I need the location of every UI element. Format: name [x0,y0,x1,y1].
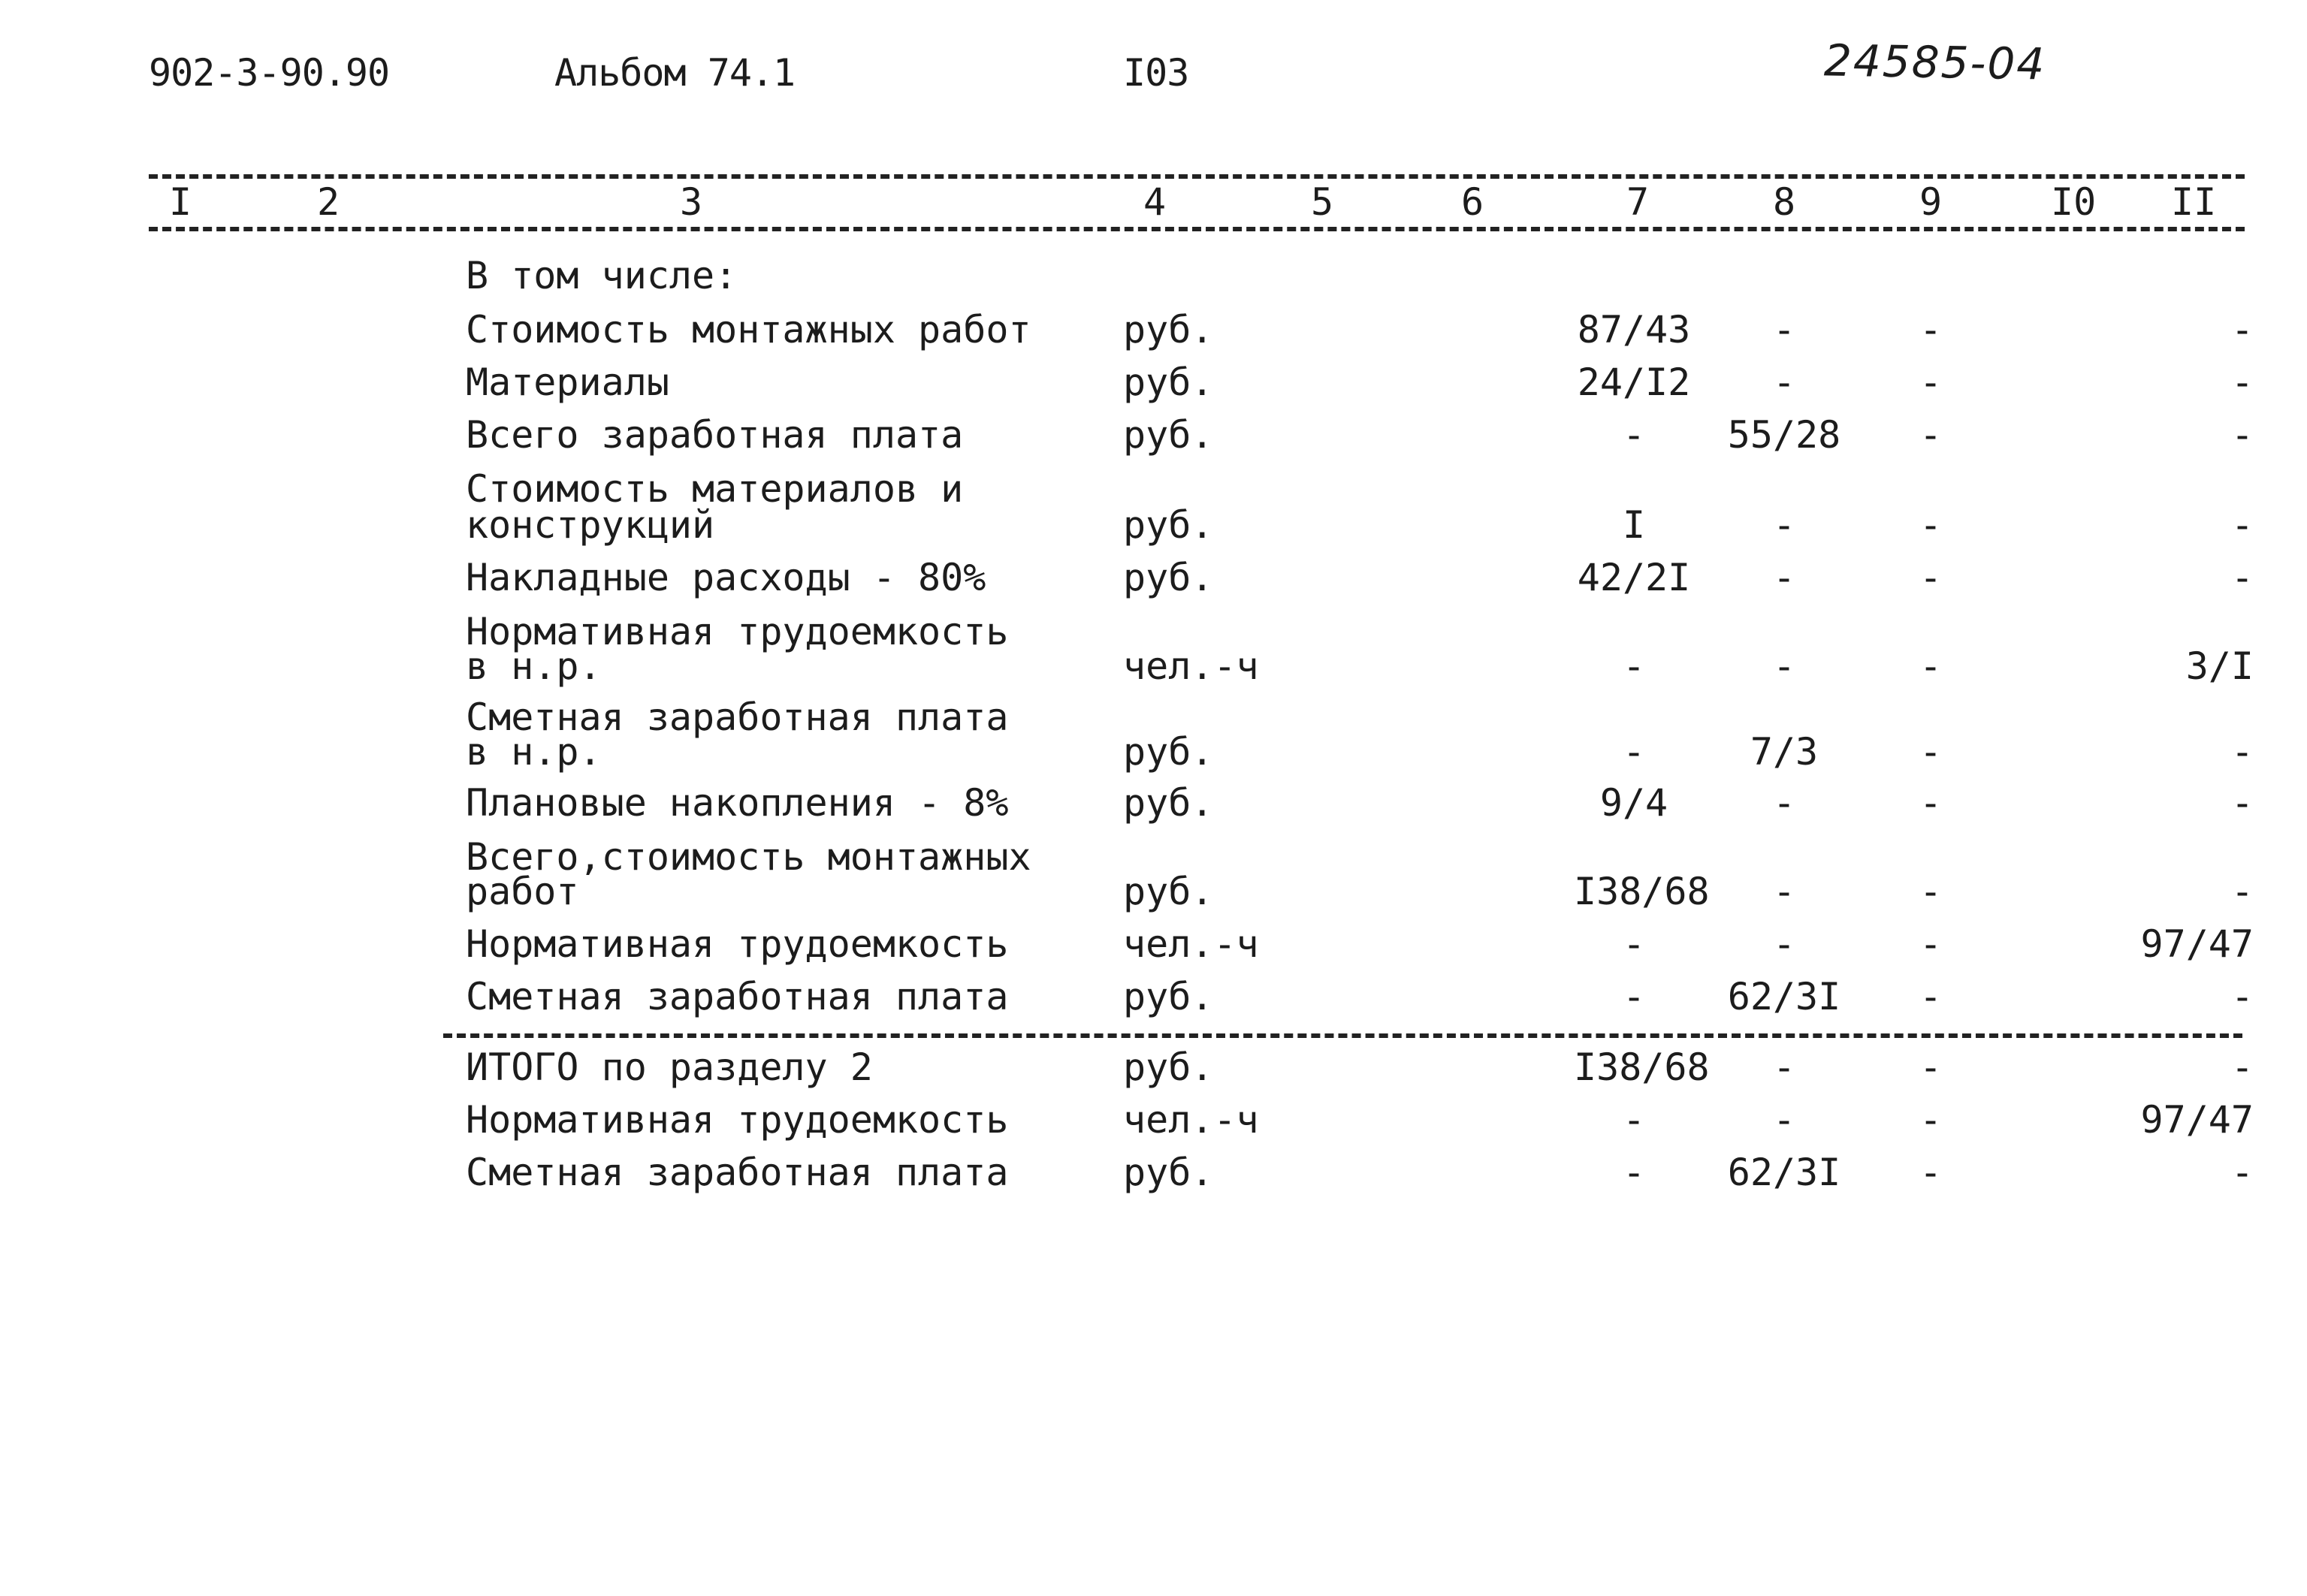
cell-col-11: 97/47 [2140,922,2254,966]
cell-col-11: - [2230,308,2254,351]
cell-col-11: - [2230,503,2254,547]
total-cell-col-9: - [1919,1151,1943,1194]
cell-col-8: - [1772,503,1796,547]
document-code: 902-3-90.90 [149,51,390,95]
row-unit: руб. [1123,503,1214,547]
cell-col-11: - [2230,730,2254,774]
total-row-name: Нормативная трудоемкость [466,1098,1009,1142]
cell-col-7: I38/68 [1574,870,1710,913]
header-bottom-border [149,227,2245,231]
handwritten-inventory-number: 24585-04 [1823,35,2046,90]
row-name-continuation: конструкций [466,503,715,547]
cell-col-8: - [1772,781,1796,825]
totals-separator [443,1033,2242,1038]
row-unit: руб. [1123,413,1214,457]
column-number-11: II [2171,180,2217,224]
cell-col-11: - [2230,975,2254,1018]
column-number-1: I [169,180,192,224]
column-number-3: 3 [680,180,703,224]
cell-col-8: - [1772,644,1796,688]
row-unit: руб. [1123,730,1214,774]
row-name-continuation: работ [466,870,579,913]
cell-col-11: - [2230,361,2254,404]
total-row-unit: руб. [1123,1151,1214,1194]
row-name: Нормативная трудоемкость [466,922,1009,966]
cell-col-8: 7/3 [1750,730,1819,774]
cell-col-8: 55/28 [1727,413,1841,457]
column-number-9: 9 [1919,180,1943,224]
column-number-8: 8 [1773,180,1796,224]
cell-col-8: - [1772,308,1796,351]
column-number-7: 7 [1626,180,1650,224]
cell-col-7: - [1622,730,1646,774]
cell-col-7: - [1622,922,1646,966]
row-unit: руб. [1123,556,1214,599]
total-row-name: Сметная заработная плата [466,1151,1009,1194]
cell-col-7: 9/4 [1599,781,1668,825]
row-unit: руб. [1123,361,1214,404]
row-name: Стоимость материалов и [466,467,964,511]
cell-col-9: - [1919,730,1943,774]
cell-col-11: - [2230,413,2254,457]
row-name: Материалы [466,361,669,404]
total-row-unit: чел.-ч [1123,1098,1259,1142]
row-name: Стоимость монтажных работ [466,308,1031,351]
row-unit: руб. [1123,781,1214,825]
total-row-name: ИТОГО по разделу 2 [466,1045,873,1089]
total-cell-col-9: - [1919,1045,1943,1089]
cell-col-9: - [1919,781,1943,825]
row-name: В том числе: [466,254,738,297]
cell-col-8: 62/3I [1727,975,1841,1018]
cell-col-9: - [1919,308,1943,351]
total-cell-col-8: - [1772,1045,1796,1089]
cell-col-8: - [1772,556,1796,599]
total-cell-col-8: - [1772,1098,1796,1142]
cell-col-8: - [1772,361,1796,404]
table-top-border [149,174,2245,179]
total-cell-col-7: I38/68 [1574,1045,1710,1089]
row-unit: руб. [1123,870,1214,913]
total-cell-col-9: - [1919,1098,1943,1142]
row-unit: руб. [1123,308,1214,351]
cell-col-11: - [2230,781,2254,825]
cell-col-8: - [1772,922,1796,966]
total-cell-col-11: - [2230,1045,2254,1089]
cell-col-9: - [1919,361,1943,404]
row-name: Накладные расходы - 80% [466,556,986,599]
cell-col-7: 87/43 [1577,308,1691,351]
album-label: Альбом 74.1 [554,51,796,95]
row-unit: чел.-ч [1123,922,1259,966]
total-cell-col-11: 97/47 [2140,1098,2254,1142]
row-name: Всего заработная плата [466,413,964,457]
row-unit: руб. [1123,975,1214,1018]
cell-col-7: - [1622,413,1646,457]
total-cell-col-7: - [1622,1151,1646,1194]
cell-col-7: 24/I2 [1577,361,1691,404]
cell-col-9: - [1919,503,1943,547]
cell-col-7: I [1622,503,1646,547]
row-name: Плановые накопления - 8% [466,781,1009,825]
total-cell-col-11: - [2230,1151,2254,1194]
row-name-continuation: в н.р. [466,730,602,774]
page-number: I03 [1123,51,1189,95]
row-name-continuation: в н.р. [466,644,602,688]
cell-col-9: - [1919,644,1943,688]
cell-col-7: - [1622,644,1646,688]
cell-col-11: 3/I [2185,644,2254,688]
cell-col-9: - [1919,870,1943,913]
row-name: Нормативная трудоемкость [466,610,1009,653]
total-cell-col-7: - [1622,1098,1646,1142]
row-name: Всего,стоимость монтажных [466,835,1031,879]
column-number-2: 2 [317,180,340,224]
row-name: Сметная заработная плата [466,975,1009,1018]
cell-col-9: - [1919,413,1943,457]
cell-col-9: - [1919,975,1943,1018]
cell-col-8: - [1772,870,1796,913]
column-number-10: I0 [2051,180,2097,224]
column-number-4: 4 [1143,180,1167,224]
total-row-unit: руб. [1123,1045,1214,1089]
row-name: Сметная заработная плата [466,695,1009,739]
cell-col-11: - [2230,556,2254,599]
total-cell-col-8: 62/3I [1727,1151,1841,1194]
column-number-6: 6 [1461,180,1484,224]
cell-col-7: - [1622,975,1646,1018]
cell-col-7: 42/2I [1577,556,1691,599]
cell-col-11: - [2230,870,2254,913]
column-number-5: 5 [1311,180,1334,224]
cell-col-9: - [1919,922,1943,966]
row-unit: чел.-ч [1123,644,1259,688]
cell-col-9: - [1919,556,1943,599]
